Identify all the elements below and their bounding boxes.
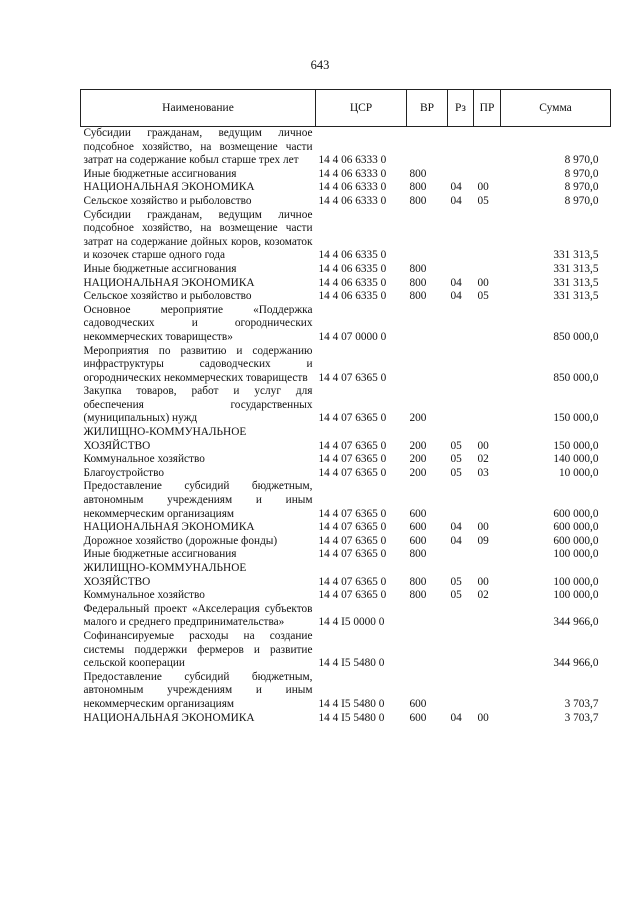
cell-pr: 05: [477, 194, 489, 207]
cell-vr: 600: [409, 534, 427, 547]
cell-sum: 850 000,0: [553, 371, 599, 384]
cell-vr: [407, 127, 448, 168]
header-csr: ЦСР: [316, 90, 407, 127]
cell-vr: 600: [409, 697, 427, 710]
cell-pr: 00: [477, 439, 489, 452]
cell-sum: 331 313,5: [553, 262, 599, 275]
cell-rz: 05: [450, 439, 462, 452]
cell-vr: [407, 630, 448, 671]
cell-csr: 14 4 07 6365 0: [318, 521, 387, 534]
cell-name: Предоставление субсидий бюджетным, автономным учреждениям и иным некоммерческим организациям: [83, 480, 313, 520]
cell-sum: 3 703,7: [564, 697, 599, 710]
cell-csr: 14 4 I5 5480 0: [318, 711, 385, 724]
table-row: [81, 548, 611, 562]
cell-pr: [474, 630, 501, 671]
cell-csr: 14 4 I5 5480 0: [318, 657, 385, 670]
header-sum: Сумма: [501, 90, 611, 127]
cell-rz: [448, 304, 474, 345]
cell-name: ЖИЛИЩНО-КОММУНАЛЬНОЕ ХОЗЯЙСТВО: [83, 426, 247, 452]
cell-rz: 05: [450, 453, 462, 466]
cell-vr: 800: [409, 575, 427, 588]
table-row: [81, 263, 611, 277]
cell-pr: 02: [477, 453, 489, 466]
cell-vr: 800: [409, 262, 427, 275]
table-row: [81, 304, 611, 345]
table-row: [81, 181, 611, 195]
cell-sum: 100 000,0: [553, 548, 599, 561]
cell-sum: 10 000,0: [558, 466, 599, 479]
cell-rz: [448, 603, 474, 630]
cell-name: Дорожное хозяйство (дорожные фонды): [83, 534, 278, 547]
table-row: [81, 345, 611, 386]
cell-pr: 03: [477, 466, 489, 479]
table-row: [81, 426, 611, 453]
cell-pr: 05: [477, 290, 489, 303]
cell-csr: 14 4 07 6365 0: [318, 412, 387, 425]
cell-sum: 331 313,5: [553, 276, 599, 289]
cell-csr: 14 4 I5 5480 0: [318, 697, 385, 710]
table-row: [81, 168, 611, 182]
cell-rz: [448, 345, 474, 386]
cell-rz: [448, 548, 474, 562]
cell-name: Сельское хозяйство и рыболовство: [83, 290, 252, 303]
table-row: [81, 277, 611, 291]
cell-vr: 800: [409, 276, 427, 289]
cell-rz: 04: [450, 276, 462, 289]
cell-rz: 04: [450, 290, 462, 303]
cell-csr: 14 4 06 6333 0: [318, 194, 387, 207]
table-row: [81, 535, 611, 549]
cell-rz: 04: [450, 521, 462, 534]
cell-pr: 00: [477, 276, 489, 289]
cell-pr: [474, 168, 501, 182]
cell-name: Закупка товаров, работ и услуг для обеспечения государственных (муниципальных) нужд: [83, 385, 313, 425]
cell-rz: 05: [450, 575, 462, 588]
cell-csr: 14 4 07 6365 0: [318, 589, 387, 602]
cell-pr: [474, 263, 501, 277]
table-row: [81, 562, 611, 589]
cell-pr: [474, 127, 501, 168]
table-row: [81, 209, 611, 263]
table-row: [81, 712, 611, 726]
cell-vr: 600: [409, 711, 427, 724]
cell-sum: 8 970,0: [564, 194, 599, 207]
cell-name: НАЦИОНАЛЬНАЯ ЭКОНОМИКА: [83, 711, 255, 724]
cell-name: Иные бюджетные ассигнования: [83, 167, 237, 180]
cell-csr: 14 4 07 0000 0: [318, 330, 387, 343]
cell-vr: [407, 345, 448, 386]
cell-sum: 8 970,0: [564, 181, 599, 194]
cell-csr: 14 4 06 6333 0: [318, 181, 387, 194]
cell-sum: 150 000,0: [553, 412, 599, 425]
cell-rz: [448, 263, 474, 277]
cell-rz: [448, 127, 474, 168]
cell-sum: 8 970,0: [564, 154, 599, 167]
table-row: [81, 453, 611, 467]
cell-rz: [448, 480, 474, 521]
table-row: [81, 467, 611, 481]
table-row: [81, 290, 611, 304]
cell-pr: [474, 548, 501, 562]
cell-name: Субсидии гражданам, ведущим личное подсобное хозяйство, на возмещение части затрат на содержание дойных коров, козоматок и козочек старше одного года: [83, 208, 313, 262]
cell-vr: 200: [409, 453, 427, 466]
cell-vr: 800: [409, 167, 427, 180]
cell-rz: [448, 209, 474, 263]
cell-rz: [448, 168, 474, 182]
table-body: [81, 127, 611, 726]
cell-csr: 14 4 06 6335 0: [318, 249, 387, 262]
cell-csr: 14 4 06 6333 0: [318, 154, 387, 167]
cell-pr: 02: [477, 589, 489, 602]
cell-sum: 344 966,0: [553, 616, 599, 629]
table-row: [81, 521, 611, 535]
cell-pr: [474, 480, 501, 521]
cell-pr: [474, 385, 501, 426]
header-vr: ВР: [407, 90, 448, 127]
cell-name: Благоустройство: [83, 466, 164, 479]
cell-name: Иные бюджетные ассигнования: [83, 262, 237, 275]
cell-csr: 14 4 I5 0000 0: [318, 616, 385, 629]
cell-pr: 00: [477, 575, 489, 588]
cell-pr: [474, 603, 501, 630]
cell-vr: 600: [409, 521, 427, 534]
cell-pr: [474, 671, 501, 712]
cell-vr: 200: [409, 439, 427, 452]
table-row: [81, 671, 611, 712]
cell-name: Сельское хозяйство и рыболовство: [83, 194, 252, 207]
cell-sum: 331 313,5: [553, 249, 599, 262]
cell-vr: 800: [409, 589, 427, 602]
cell-vr: 600: [409, 507, 427, 520]
cell-pr: [474, 209, 501, 263]
cell-name: Коммунальное хозяйство: [83, 453, 205, 466]
table-row: [81, 589, 611, 603]
cell-vr: 800: [409, 181, 427, 194]
cell-rz: 04: [450, 534, 462, 547]
cell-name: НАЦИОНАЛЬНАЯ ЭКОНОМИКА: [83, 276, 255, 289]
cell-vr: [407, 603, 448, 630]
cell-sum: 3 703,7: [564, 711, 599, 724]
header-name: Наименование: [81, 90, 316, 127]
cell-pr: 00: [477, 181, 489, 194]
cell-sum: 8 970,0: [564, 167, 599, 180]
cell-pr: [474, 304, 501, 345]
table-row: [81, 630, 611, 671]
cell-name: Основное мероприятие «Поддержка садоводческих и огороднических некоммерческих товариществ»: [83, 303, 313, 343]
cell-vr: 800: [409, 548, 427, 561]
cell-csr: 14 4 07 6365 0: [318, 439, 387, 452]
cell-csr: 14 4 06 6335 0: [318, 276, 387, 289]
table-row: [81, 385, 611, 426]
cell-vr: [407, 209, 448, 263]
cell-csr: 14 4 07 6365 0: [318, 548, 387, 561]
cell-sum: 600 000,0: [553, 534, 599, 547]
cell-vr: 200: [409, 466, 427, 479]
cell-csr: 14 4 06 6333 0: [318, 167, 387, 180]
cell-csr: 14 4 07 6365 0: [318, 466, 387, 479]
cell-name: Иные бюджетные ассигнования: [83, 548, 237, 561]
header-pr: ПР: [474, 90, 501, 127]
cell-pr: 09: [477, 534, 489, 547]
cell-sum: 850 000,0: [553, 330, 599, 343]
cell-csr: 14 4 07 6365 0: [318, 534, 387, 547]
cell-sum: 100 000,0: [553, 575, 599, 588]
cell-csr: 14 4 06 6335 0: [318, 262, 387, 275]
cell-pr: 00: [477, 711, 489, 724]
cell-rz: 05: [450, 466, 462, 479]
cell-rz: 04: [450, 181, 462, 194]
cell-rz: 04: [450, 711, 462, 724]
cell-name: Мероприятия по развитию и содержанию инфраструктуры садоводческих и огороднических некоммерческих товариществ: [83, 344, 313, 384]
cell-name: Софинансируемые расходы на создание системы поддержки фермеров и развитие сельской кооперации: [83, 629, 313, 670]
cell-csr: 14 4 06 6335 0: [318, 290, 387, 303]
cell-sum: 331 313,5: [553, 290, 599, 303]
table-row: [81, 603, 611, 630]
cell-name: Коммунальное хозяйство: [83, 589, 205, 602]
cell-rz: [448, 385, 474, 426]
table-header-row: [81, 90, 611, 127]
cell-sum: 600 000,0: [553, 521, 599, 534]
cell-sum: 344 966,0: [553, 657, 599, 670]
table-row: [81, 480, 611, 521]
page-number: 643: [310, 58, 330, 72]
cell-pr: [474, 345, 501, 386]
cell-vr: [407, 304, 448, 345]
table-row: [81, 127, 611, 168]
cell-csr: 14 4 07 6365 0: [318, 507, 387, 520]
cell-rz: [448, 671, 474, 712]
cell-sum: 100 000,0: [553, 589, 599, 602]
cell-rz: 04: [450, 194, 462, 207]
cell-sum: 140 000,0: [553, 453, 599, 466]
cell-vr: 800: [409, 194, 427, 207]
cell-pr: 00: [477, 521, 489, 534]
cell-rz: 05: [450, 589, 462, 602]
cell-csr: 14 4 07 6365 0: [318, 453, 387, 466]
cell-name: Предоставление субсидий бюджетным, автономным учреждениям и иным некоммерческим организациям: [83, 670, 313, 710]
cell-vr: 200: [409, 412, 427, 425]
cell-sum: 150 000,0: [553, 439, 599, 452]
cell-csr: 14 4 07 6365 0: [318, 575, 387, 588]
cell-name: Субсидии гражданам, ведущим личное подсобное хозяйство, на возмещение части затрат на содержание кобыл старше трех лет: [83, 127, 313, 167]
cell-name: НАЦИОНАЛЬНАЯ ЭКОНОМИКА: [83, 181, 255, 194]
budget-table: [80, 89, 611, 725]
cell-name: Федеральный проект «Акселерация субъектов малого и среднего предпринимательства»: [83, 602, 313, 629]
cell-rz: [448, 630, 474, 671]
table-row: [81, 195, 611, 209]
cell-name: ЖИЛИЩНО-КОММУНАЛЬНОЕ ХОЗЯЙСТВО: [83, 562, 247, 588]
cell-sum: 600 000,0: [553, 507, 599, 520]
cell-vr: 800: [409, 290, 427, 303]
cell-csr: 14 4 07 6365 0: [318, 371, 387, 384]
cell-name: НАЦИОНАЛЬНАЯ ЭКОНОМИКА: [83, 521, 255, 534]
header-rz: Рз: [448, 90, 474, 127]
